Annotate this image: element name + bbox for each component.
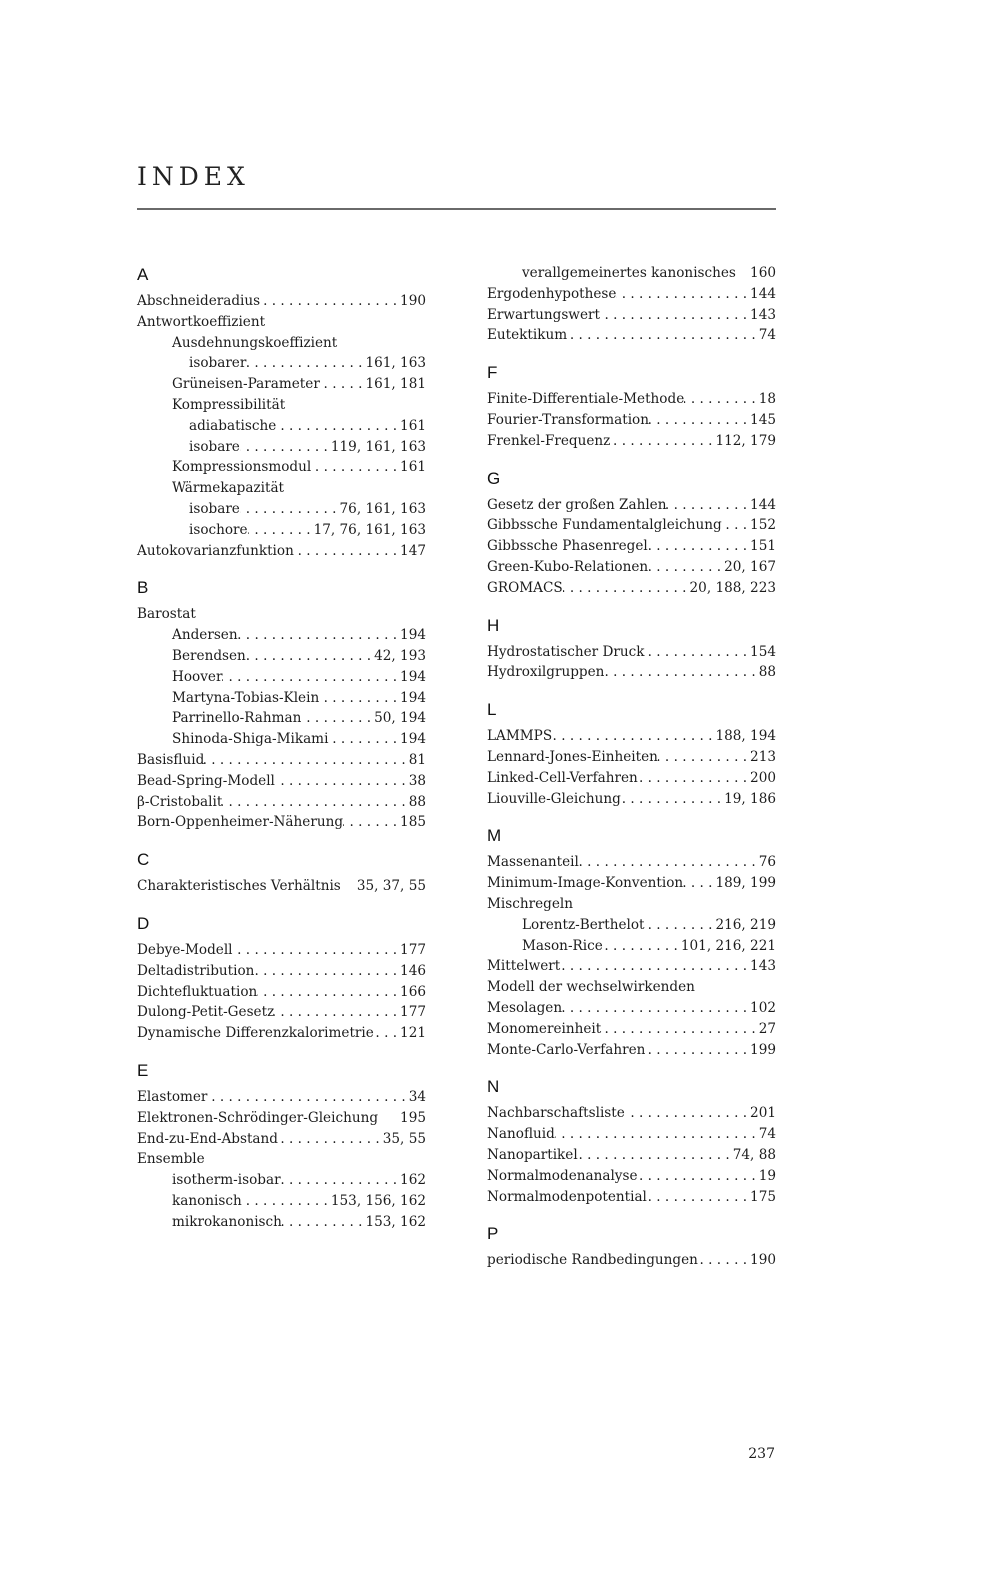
- entry-term: Hydroxilgruppen: [487, 664, 605, 681]
- entry-pages: 101, 216, 221: [680, 937, 776, 954]
- entry-pages: 76: [758, 854, 776, 871]
- dot-leader: [246, 353, 365, 374]
- index-entry: [487, 557, 776, 578]
- entry-pages: 144: [750, 285, 776, 302]
- entry-pages: 19, 186: [724, 790, 776, 807]
- index-entry: [137, 1129, 426, 1150]
- dot-leader: [578, 1145, 733, 1166]
- index-entry: [487, 263, 776, 284]
- index-entry: [487, 284, 776, 305]
- section-letter: E: [137, 1060, 149, 1080]
- section-letter: D: [137, 913, 150, 933]
- entry-term: isobare: [189, 500, 240, 517]
- dot-leader: [207, 1087, 408, 1108]
- entry-term: Mason-Rice: [522, 937, 603, 954]
- dot-leader: [233, 940, 401, 961]
- entry-term: Dynamische Differenzkalorimetrie: [137, 1025, 374, 1042]
- entry-pages: 175: [750, 1188, 776, 1205]
- entry-term: Deltadistribution: [137, 962, 255, 979]
- entry-term: Liouville-Gleichung: [487, 790, 621, 807]
- entry-pages: 27: [758, 1020, 776, 1037]
- entry-term: Lennard-Jones-Einheiten: [487, 748, 658, 765]
- entry-pages: 112, 179: [715, 432, 776, 449]
- index-section: [487, 698, 776, 809]
- entry-pages: 17, 76, 161, 163: [313, 521, 426, 538]
- entry-pages: 153, 156, 162: [330, 1192, 426, 1209]
- index-entry: [487, 789, 776, 810]
- index-entry: [487, 1187, 776, 1208]
- index-entry: [137, 1002, 426, 1023]
- entry-term: Barostat: [137, 606, 196, 623]
- dot-leader: [600, 305, 750, 326]
- dot-leader: [555, 1124, 759, 1145]
- entry-term: Lorentz-Berthelot: [522, 916, 645, 933]
- dot-leader: [294, 541, 400, 562]
- entry-term: mikrokanonisch: [172, 1213, 282, 1230]
- index-columns: [137, 263, 776, 1271]
- dot-leader: [638, 1166, 759, 1187]
- index-entry: [487, 305, 776, 326]
- entry-term: isochore: [189, 521, 248, 538]
- dot-leader: [645, 1040, 750, 1061]
- entry-pages: 216, 219: [715, 916, 776, 933]
- index-entry: [487, 1145, 776, 1166]
- entry-pages: 145: [750, 411, 776, 428]
- index-entry: [487, 410, 776, 431]
- entry-term: GROMACS: [487, 579, 563, 596]
- entry-pages: 160: [750, 265, 776, 281]
- index-entry: [137, 812, 426, 833]
- entry-pages: 162: [400, 1172, 426, 1189]
- entry-term: Gibbssche Fundamentalgleichung: [487, 517, 722, 534]
- entry-term: Charakteristisches Verhältnis: [137, 878, 341, 895]
- dot-leader: [248, 520, 314, 541]
- index-entry: [487, 936, 776, 957]
- index-column-left: [137, 263, 426, 1271]
- dot-leader: [610, 431, 715, 452]
- dot-leader: [275, 771, 409, 792]
- index-entry: [487, 389, 776, 410]
- entry-pages: 188, 194: [715, 728, 776, 745]
- entry-term: Fourier-Transformation: [487, 411, 649, 428]
- entry-term: Massenanteil: [487, 854, 579, 871]
- index-entry: [487, 1103, 776, 1124]
- dot-leader: [579, 852, 759, 873]
- index-entry: [137, 1023, 426, 1044]
- index-entry: [137, 792, 426, 813]
- dot-leader: [648, 536, 750, 557]
- entry-term: Gibbssche Phasenregel: [487, 538, 648, 555]
- dot-leader: [567, 325, 759, 346]
- index-entry: [137, 961, 426, 982]
- section-letter: L: [487, 700, 497, 720]
- entry-term: Modell der wechselwirkenden: [487, 979, 695, 996]
- index-entry: [137, 771, 426, 792]
- dot-leader: [204, 750, 408, 771]
- index-page: [0, 162, 1000, 1576]
- dot-leader: [238, 625, 400, 646]
- index-section: [137, 848, 426, 897]
- index-entry: [137, 646, 426, 667]
- index-entry: [487, 536, 776, 557]
- entry-term: Basisfluid: [137, 751, 205, 768]
- index-entry: [487, 1124, 776, 1145]
- entry-pages: 190: [400, 293, 426, 309]
- entry-pages: 200: [750, 769, 776, 786]
- entry-term: Kompressionsmodul: [172, 459, 312, 476]
- index-entry: [137, 541, 426, 562]
- dot-leader: [281, 1170, 400, 1191]
- entry-pages: 42, 193: [374, 647, 426, 664]
- index-entry: [137, 333, 426, 354]
- dot-leader: [319, 688, 400, 709]
- dot-leader: [278, 1129, 383, 1150]
- entry-pages: 147: [400, 542, 426, 559]
- entry-term: Martyna-Tobias-Klein: [172, 689, 320, 706]
- section-letter: B: [137, 578, 149, 598]
- dot-leader: [274, 1002, 400, 1023]
- entry-pages: 38: [408, 772, 426, 789]
- dot-leader: [625, 1103, 750, 1124]
- entry-term: Ergodenhypothese: [487, 285, 617, 302]
- index-entry: [487, 1019, 776, 1040]
- dot-leader: [684, 389, 758, 410]
- entry-pages: 35, 37, 55: [356, 878, 426, 895]
- index-entry: [487, 768, 776, 789]
- title-rule: [137, 208, 776, 210]
- entry-pages: 153, 162: [365, 1213, 426, 1230]
- entry-pages: 102: [750, 999, 776, 1016]
- index-entry: [487, 1040, 776, 1061]
- index-entry: [137, 1170, 426, 1191]
- entry-term: LAMMPS: [487, 728, 553, 745]
- section-letter: G: [487, 468, 501, 488]
- index-entry: [137, 1149, 426, 1170]
- index-entry: [137, 625, 426, 646]
- entry-term: Eutektikum: [487, 327, 568, 344]
- entry-term: isobare: [189, 438, 240, 455]
- index-section: [487, 614, 776, 684]
- entry-term: Debye-Modell: [137, 941, 233, 958]
- entry-term: Wärmekapazität: [172, 480, 285, 497]
- dot-leader: [260, 291, 400, 312]
- entry-term: Ensemble: [137, 1151, 205, 1168]
- dot-leader: [649, 410, 750, 431]
- entry-term: Andersen: [172, 627, 238, 644]
- index-entry: [137, 750, 426, 771]
- entry-pages: 161, 163: [365, 355, 426, 372]
- index-section: [487, 1222, 776, 1271]
- dot-leader: [328, 729, 400, 750]
- index-entry: [487, 642, 776, 663]
- dot-leader: [276, 416, 400, 437]
- entry-pages: 143: [750, 958, 776, 975]
- entry-term: Finite-Differentiale-Methode: [487, 391, 685, 408]
- entry-term: Linked-Cell-Verfahren: [487, 769, 638, 786]
- index-section: [137, 576, 426, 833]
- entry-term: adiabatische: [189, 417, 277, 434]
- index-entry: [137, 1191, 426, 1212]
- entry-pages: 144: [750, 496, 776, 513]
- dot-leader: [563, 578, 690, 599]
- dot-leader: [638, 768, 750, 789]
- entry-term: Berendsen: [172, 647, 246, 664]
- entry-term: isotherm-isobar: [172, 1172, 281, 1189]
- entry-pages: 199: [750, 1041, 776, 1058]
- entry-pages: 194: [400, 668, 426, 685]
- entry-term: Ausdehnungskoeffizient: [172, 334, 338, 351]
- entry-term: Bead-Spring-Modell: [137, 772, 275, 789]
- dot-leader: [604, 662, 758, 683]
- entry-term: Hydrostatischer Druck: [487, 643, 645, 660]
- entry-term: Autokovarianzfunktion: [137, 542, 294, 559]
- entry-pages: 161: [400, 459, 426, 476]
- entry-pages: 74, 88: [732, 1146, 776, 1163]
- entry-term: Nachbarschaftsliste: [487, 1105, 625, 1122]
- dot-leader: [552, 726, 715, 747]
- entry-pages: 177: [400, 1004, 426, 1021]
- index-section: [137, 263, 426, 561]
- index-entry: [487, 852, 776, 873]
- entry-term: Monte-Carlo-Verfahren: [487, 1041, 646, 1058]
- index-entry: [137, 604, 426, 625]
- dot-leader: [666, 495, 750, 516]
- entry-term: verallgemeinertes kanonisches: [522, 265, 736, 281]
- dot-leader: [658, 747, 750, 768]
- index-column-right: [487, 263, 776, 1271]
- dot-leader: [698, 1250, 750, 1271]
- index-entry: [137, 353, 426, 374]
- entry-term: Elastomer: [137, 1088, 208, 1105]
- entry-pages: 195: [400, 1109, 426, 1126]
- index-entry: [487, 956, 776, 977]
- index-entry: [137, 688, 426, 709]
- entry-pages: 119, 161, 163: [330, 438, 426, 455]
- index-entry: [487, 915, 776, 936]
- index-entry: [137, 729, 426, 750]
- entry-pages: 213: [750, 748, 776, 765]
- index-entry: [137, 876, 426, 897]
- index-entry: [487, 873, 776, 894]
- index-entry: [137, 437, 426, 458]
- index-section: [487, 361, 776, 451]
- entry-term: Green-Kubo-Relationen: [487, 558, 649, 575]
- entry-pages: 152: [750, 517, 776, 534]
- dot-leader: [374, 1023, 400, 1044]
- entry-term: Elektronen-Schrödinger-Gleichung: [137, 1109, 379, 1126]
- dot-leader: [222, 667, 400, 688]
- index-entry: [137, 374, 426, 395]
- dot-leader: [282, 1212, 366, 1233]
- dot-leader: [683, 873, 715, 894]
- index-section: [137, 912, 426, 1044]
- entry-term: Frenkel-Frequenz: [487, 432, 611, 449]
- index-entry: [487, 1166, 776, 1187]
- index-entry: [137, 520, 426, 541]
- index-entry: [487, 431, 776, 452]
- index-entry: [487, 998, 776, 1019]
- entry-term: Born-Oppenheimer-Näherung: [137, 814, 344, 831]
- dot-leader: [601, 1019, 758, 1040]
- entry-term: Erwartungswert: [487, 306, 600, 323]
- index-entry: [137, 416, 426, 437]
- entry-pages: 185: [400, 814, 426, 831]
- entry-pages: 161: [400, 417, 426, 434]
- index-section: [137, 1059, 426, 1233]
- dot-leader: [254, 961, 400, 982]
- entry-term: End-zu-End-Abstand: [137, 1130, 278, 1147]
- entry-pages: 177: [400, 941, 426, 958]
- entry-pages: 166: [400, 983, 426, 1000]
- entry-pages: 35, 55: [382, 1130, 426, 1147]
- dot-leader: [301, 708, 374, 729]
- section-letter: A: [137, 265, 149, 284]
- dot-leader: [222, 792, 408, 813]
- index-entry: [137, 478, 426, 499]
- dot-leader: [320, 374, 366, 395]
- entry-pages: 189, 199: [715, 875, 776, 892]
- entry-pages: 81: [408, 751, 426, 768]
- dot-leader: [562, 998, 750, 1019]
- entry-term: Normalmodenpotential: [487, 1188, 647, 1205]
- dot-leader: [240, 437, 331, 458]
- index-section: [487, 263, 776, 346]
- entry-pages: 194: [400, 731, 426, 748]
- index-entry: [137, 982, 426, 1003]
- index-section: [487, 824, 776, 1060]
- entry-pages: 20, 167: [724, 558, 776, 575]
- index-entry: [487, 662, 776, 683]
- dot-leader: [648, 557, 724, 578]
- index-entry: [137, 1108, 426, 1129]
- entry-term: Minimum-Image-Konvention: [487, 875, 684, 892]
- index-entry: [137, 667, 426, 688]
- dot-leader: [257, 982, 400, 1003]
- entry-term: Shinoda-Shiga-Mikami: [172, 731, 329, 748]
- dot-leader: [603, 936, 681, 957]
- section-letter: F: [487, 363, 498, 383]
- section-letter: H: [487, 615, 500, 635]
- entry-pages: 121: [400, 1025, 426, 1042]
- section-letter: N: [487, 1077, 500, 1097]
- section-letter: M: [487, 826, 502, 846]
- index-entry: [487, 578, 776, 599]
- entry-pages: 146: [400, 962, 426, 979]
- index-entry: [487, 1250, 776, 1271]
- index-entry: [137, 312, 426, 333]
- index-entry: [487, 325, 776, 346]
- dot-leader: [246, 646, 374, 667]
- entry-pages: 194: [400, 689, 426, 706]
- dot-leader: [616, 284, 750, 305]
- dot-leader: [560, 956, 750, 977]
- entry-term: Dichtefluktuation: [137, 983, 258, 1000]
- entry-pages: 34: [408, 1088, 426, 1105]
- index-section: [487, 467, 776, 599]
- dot-leader: [242, 1191, 331, 1212]
- entry-term: Grüneisen-Parameter: [172, 376, 320, 393]
- entry-pages: 190: [750, 1252, 776, 1269]
- section-letter: C: [137, 850, 150, 870]
- entry-term: Hoover: [172, 668, 223, 685]
- index-entry: [137, 395, 426, 416]
- entry-pages: 50, 194: [374, 710, 426, 727]
- entry-term: Antwortkoeffizient: [137, 313, 266, 330]
- index-entry: [487, 515, 776, 536]
- entry-term: Normalmodenanalyse: [487, 1167, 638, 1184]
- entry-term: periodische Randbedingungen: [487, 1252, 698, 1269]
- entry-term: kanonisch: [172, 1192, 242, 1209]
- entry-pages: 143: [750, 306, 776, 323]
- entry-term: Nanopartikel: [487, 1146, 578, 1163]
- index-entry: [137, 1087, 426, 1108]
- entry-term: Gesetz der großen Zahlen: [487, 496, 667, 513]
- dot-leader: [343, 812, 400, 833]
- index-entry: [137, 457, 426, 478]
- entry-pages: 151: [750, 538, 776, 555]
- entry-pages: 19: [758, 1167, 776, 1184]
- entry-term: Parrinello-Rahman: [172, 710, 302, 727]
- index-entry: [487, 495, 776, 516]
- entry-term: Dulong-Petit-Gesetz: [137, 1004, 275, 1021]
- entry-pages: 74: [758, 327, 776, 344]
- entry-pages: 18: [758, 391, 776, 408]
- dot-leader: [644, 642, 750, 663]
- index-entry: [487, 977, 776, 998]
- entry-term: Kompressibilität: [172, 396, 286, 413]
- dot-leader: [621, 789, 724, 810]
- entry-pages: 20, 188, 223: [689, 579, 776, 596]
- entry-pages: 74: [758, 1126, 776, 1143]
- entry-pages: 154: [750, 643, 776, 660]
- entry-term: Mischregeln: [487, 895, 574, 912]
- index-entry: [137, 1212, 426, 1233]
- dot-leader: [311, 457, 400, 478]
- index-entry: [487, 747, 776, 768]
- entry-pages: 194: [400, 627, 426, 644]
- index-entry: [137, 940, 426, 961]
- entry-pages: 201: [750, 1105, 776, 1122]
- entry-term: Mesolagen: [487, 999, 563, 1016]
- entry-term: Monomereinheit: [487, 1020, 602, 1037]
- index-entry: [137, 708, 426, 729]
- entry-term: Mittelwert: [487, 958, 561, 975]
- index-entry: [487, 726, 776, 747]
- entry-term: Nanofluid: [487, 1126, 555, 1143]
- page-title: INDEX: [137, 162, 250, 191]
- entry-pages: 76, 161, 163: [339, 500, 426, 517]
- entry-term: Abschneideradius: [137, 293, 261, 309]
- dot-leader: [647, 1187, 750, 1208]
- dot-leader: [722, 515, 750, 536]
- index-entry: [487, 894, 776, 915]
- entry-term: isobarer: [189, 355, 247, 372]
- index-entry: [137, 291, 426, 312]
- index-section: [487, 1075, 776, 1207]
- entry-pages: 88: [408, 793, 426, 810]
- entry-term: β-Cristobalit: [137, 793, 223, 810]
- index-entry: [137, 499, 426, 520]
- entry-pages: 88: [758, 664, 776, 681]
- section-letter: P: [487, 1224, 499, 1244]
- dot-leader: [240, 499, 340, 520]
- page-number: 237: [748, 1446, 775, 1462]
- entry-pages: 161, 181: [365, 376, 426, 393]
- dot-leader: [645, 915, 716, 936]
